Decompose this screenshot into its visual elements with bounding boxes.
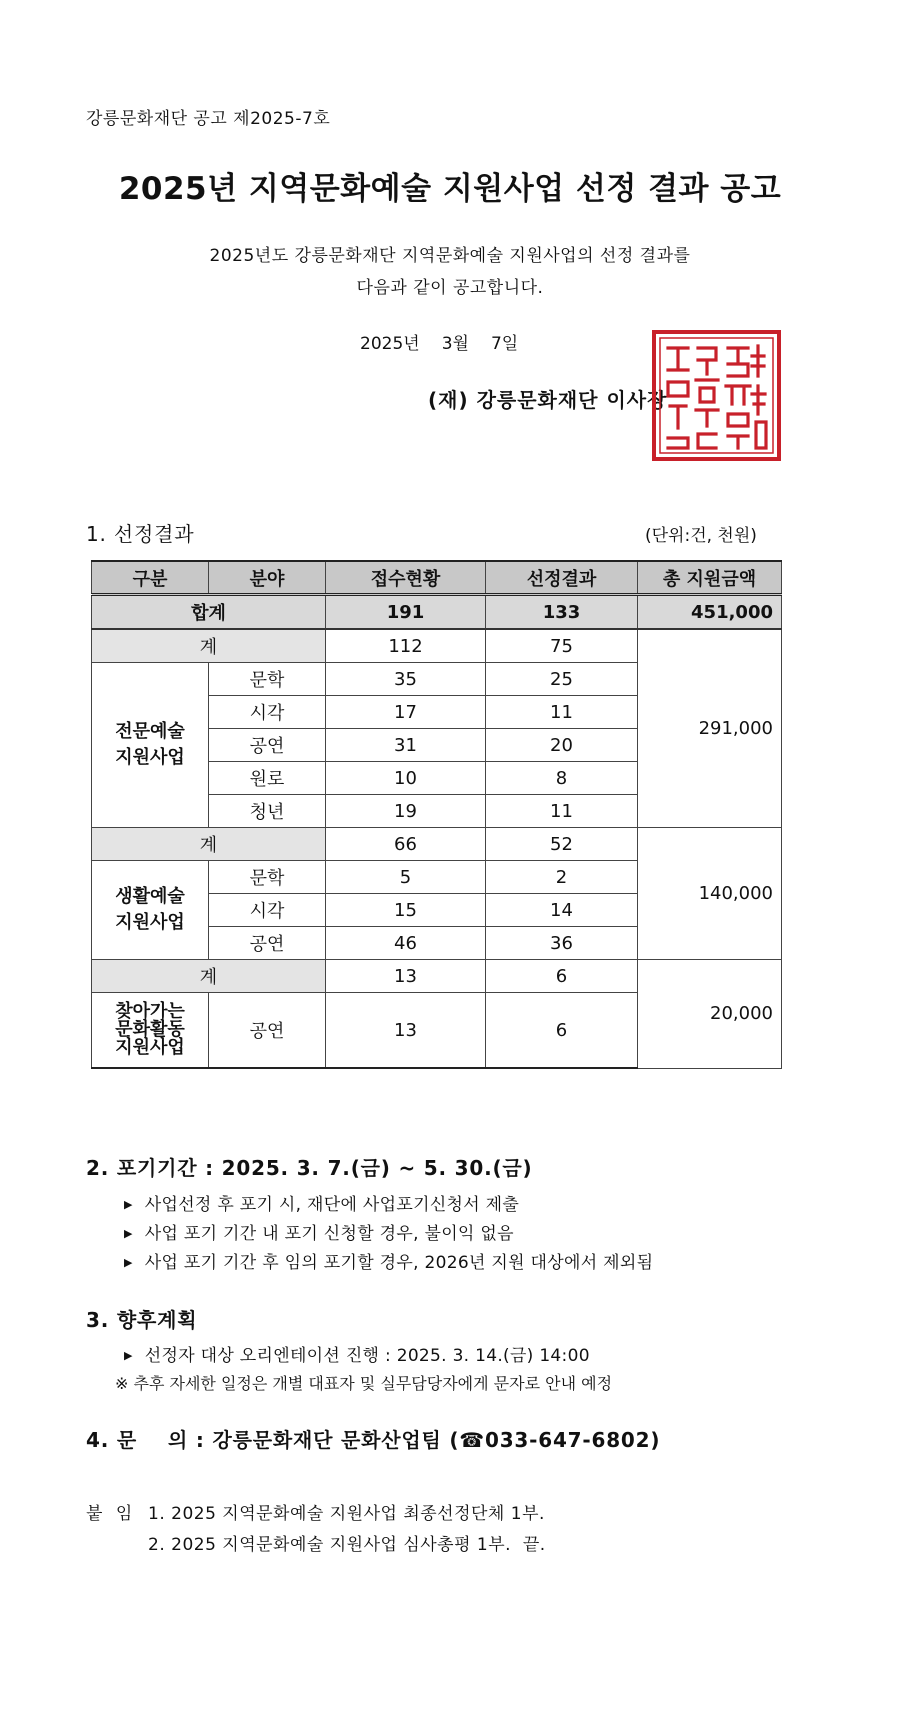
subtotal-label: 계 [92,629,326,663]
header-category: 구분 [92,561,209,595]
selected-cell: 11 [486,696,638,729]
date-year: 2025년 [360,334,420,354]
received-cell: 5 [326,861,486,894]
field-cell: 시각 [209,696,326,729]
selected-cell: 25 [486,663,638,696]
list-item-text: 사업선정 후 포기 시, 재단에 사업포기신청서 제출 [144,1195,520,1215]
attachment-item: 2. 2025 지역문화예술 지원사업 심사총평 1부. 끝. [148,1535,546,1555]
received-cell: 35 [326,663,486,696]
list-item-text: 사업 포기 기간 후 임의 포기할 경우, 2026년 지원 대상에서 제외됨 [144,1253,654,1273]
total-label: 합계 [92,595,326,630]
notice-number: 강릉문화재단 공고 제2025-7호 [86,109,331,129]
section-4-title: 4. 문 의 : 강릉문화재단 문화산업팀 (☎033-647-6802) [86,1428,661,1452]
subtotal-row [92,960,782,993]
field-cell: 공연 [209,993,326,1069]
total-amount: 451,000 [638,595,782,630]
section-1-title: 1. 선정결과 [86,522,195,546]
announcement-date [360,329,540,354]
field-cell: 청년 [209,795,326,828]
received-cell: 10 [326,762,486,795]
list-item [124,1341,590,1366]
subtotal-received: 112 [326,629,486,663]
selection-result-table [91,560,782,1069]
received-cell: 19 [326,795,486,828]
schedule-note: ※ 추후 자세한 일정은 개별 대표자 및 실무담당자에게 문자로 안내 예정 [115,1374,613,1393]
attachment-item: 1. 2025 지역문화예술 지원사업 최종선정단체 1부. [148,1504,545,1524]
group-amount: 20,000 [638,960,782,1069]
header-amount: 총 지원금액 [638,561,782,595]
attachment-label: 붙 임 [86,1504,137,1524]
date-month: 3월 [441,334,469,354]
field-cell: 문학 [209,663,326,696]
group-name [92,993,209,1069]
group-amount: 140,000 [638,828,782,960]
selected-cell: 36 [486,927,638,960]
subtotal-label: 계 [92,960,326,993]
selected-cell: 11 [486,795,638,828]
total-received: 191 [326,595,486,630]
group-name [92,663,209,828]
group-name-line-2: 문화활동 [115,1019,185,1040]
section-2-title: 2. 포기기간 : 2025. 3. 7.(금) ~ 5. 30.(금) [86,1156,533,1180]
group-name-line-1: 전문예술 [115,720,185,742]
issuer-name: (재) 강릉문화재단 이사장 [428,388,668,412]
total-selected: 133 [486,595,638,630]
field-cell: 문학 [209,861,326,894]
group-name [92,861,209,960]
field-cell: 공연 [209,729,326,762]
bullet-icon: ▶ [124,1256,133,1269]
field-cell: 공연 [209,927,326,960]
group-name-line-2: 지원사업 [115,747,185,768]
list-item [124,1248,653,1273]
header-received: 접수현황 [326,561,486,595]
subtotal-selected: 52 [486,828,638,861]
received-cell: 31 [326,729,486,762]
group-name-line-1: 생활예술 [115,885,185,907]
field-cell: 시각 [209,894,326,927]
subtotal-selected: 6 [486,960,638,993]
bullet-icon: ▶ [124,1227,133,1240]
field-cell: 원로 [209,762,326,795]
received-cell: 17 [326,696,486,729]
section-3-title: 3. 향후계획 [86,1308,198,1332]
received-cell: 13 [326,993,486,1069]
group-name-line-2: 지원사업 [115,912,185,933]
header-field: 분야 [209,561,326,595]
bullet-icon: ▶ [124,1198,133,1211]
selected-cell: 14 [486,894,638,927]
group-name-line-3: 지원사업 [115,1037,185,1058]
list-item-text: 사업 포기 기간 내 포기 신청할 경우, 불이익 없음 [144,1224,514,1244]
list-item [124,1190,519,1215]
subtotal-received: 13 [326,960,486,993]
table-header-row [92,561,782,595]
subtotal-row [92,828,782,861]
list-item [124,1219,514,1244]
received-cell: 46 [326,927,486,960]
received-cell: 15 [326,894,486,927]
header-selected: 선정결과 [486,561,638,595]
intro-text-line-2: 다음과 같이 공고합니다. [356,278,544,298]
unit-note: (단위:건, 천원) [645,526,757,546]
group-name-line-1: 찾아가는 [115,1001,185,1022]
bullet-icon: ▶ [124,1349,133,1362]
total-row [92,595,782,630]
subtotal-selected: 75 [486,629,638,663]
official-seal-icon [652,330,781,461]
selected-cell: 2 [486,861,638,894]
date-day: 7일 [490,334,519,354]
subtotal-received: 66 [326,828,486,861]
selected-cell: 8 [486,762,638,795]
subtotal-row [92,629,782,663]
group-amount: 291,000 [638,629,782,828]
selected-cell: 20 [486,729,638,762]
intro-text-line-1: 2025년도 강릉문화재단 지역문화예술 지원사업의 선정 결과를 [209,246,691,266]
subtotal-label: 계 [92,828,326,861]
list-item-text: 선정자 대상 오리엔테이션 진행 : 2025. 3. 14.(금) 14:00 [144,1346,590,1366]
selected-cell: 6 [486,993,638,1069]
page-title: 2025년 지역문화예술 지원사업 선정 결과 공고 [118,171,782,207]
